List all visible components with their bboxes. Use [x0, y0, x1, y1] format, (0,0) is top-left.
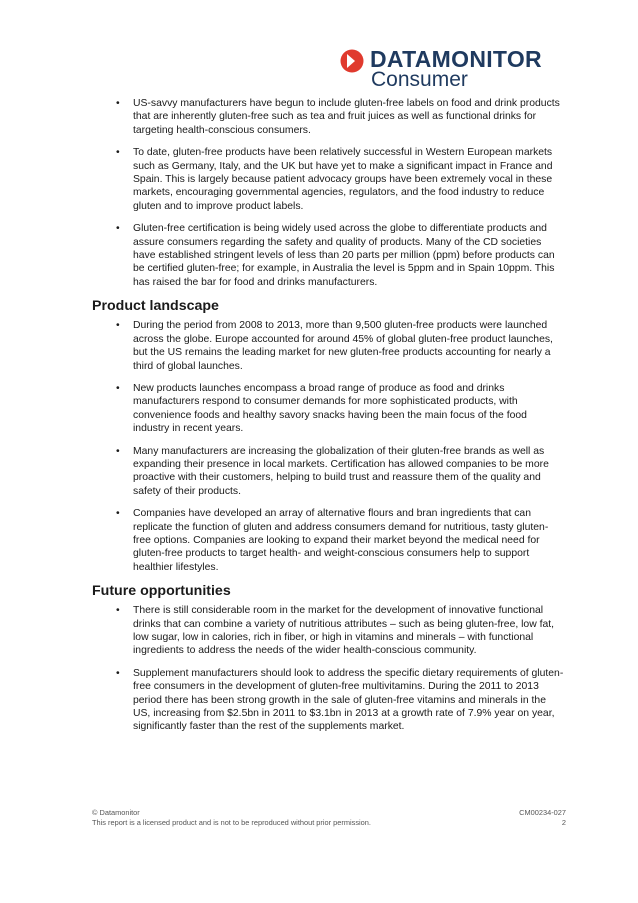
datamonitor-logo — [340, 44, 570, 96]
bullet-icon: • — [116, 445, 120, 457]
bullet-icon: • — [116, 320, 120, 332]
footer-page-number: 2 — [561, 818, 566, 827]
bullet-text: To date, gluten-free products have been relatively successful in Western European markets such as Germany, Italy, and the UK but have yet to make a significant impact in France and Spain. This is largely because patient advocacy groups have been extremely vocal in these markets, encouraging governmental agencies, regulators, and the food industry to reduce gluten and to improve product labels. — [133, 147, 553, 212]
future-opportunities-bullet-list — [96, 604, 564, 734]
page-footer — [92, 808, 566, 828]
list-item — [96, 319, 564, 373]
list-item — [96, 146, 564, 213]
bullet-icon: • — [116, 382, 120, 394]
section-title-future-opportunities: Future opportunities — [92, 583, 231, 600]
bullet-icon: • — [116, 147, 120, 159]
datamonitor-logo-icon — [340, 49, 364, 73]
bullet-text: US-savvy manufacturers have begun to include gluten-free labels on food and drink products that are inherently gluten-free such as tea and fruit juices as well as functional drinks for targeting health-conscious consumers. — [133, 98, 560, 136]
footer-doc-id: CM00234-027 — [519, 808, 566, 817]
bullet-icon: • — [116, 667, 120, 679]
bullet-icon: • — [116, 508, 120, 520]
list-item — [96, 445, 564, 499]
bullet-text: Gluten-free certification is being widely used across the globe to differentiate products and assure consumers regarding the safety and quality of products. Many of the CD societies have established stringent levels of less than 20 parts per million (ppm) before products can be certified gluten-free; for example, in Australia the level is 5ppm and in Spain 10ppm. This has raised the bar for food and drinks manufacturers. — [133, 223, 555, 288]
bullet-text: During the period from 2008 to 2013, more than 9,500 gluten-free products were launched across the globe. Europe accounted for around 45% of global gluten-free product launches, but the US remains the leading market for new gluten-free products accounting for nearly a third of global launches. — [133, 320, 553, 372]
bullet-text: New products launches encompass a broad range of produce as food and drinks manufacturers respond to consumer demands for more sophisticated products, with convenience foods and healthy savory snacks having been the main focus of the food industry in recent years. — [133, 382, 527, 435]
bullet-text: Many manufacturers are increasing the globalization of their gluten-free brands as well as expanding their presence in local markets. Certification has allowed companies to be more proactive with their customers, helping to build trust and reassure them of the quality and safety of their products. — [133, 445, 549, 497]
bullet-icon: • — [116, 98, 120, 109]
bullet-text: Supplement manufacturers should look to address the specific dietary requirements of gluten-free consumers in the development of gluten-free multivitamins. During the 2011 to 2013 period there has been strong growth in the sale of gluten-free vitamins and minerals in the US, increasing from $2.5bn in 2011 to $3.1bn in 2013 at a growth rate of 7.9% year on year, significantly faster than the rest of the supplements market. — [133, 667, 564, 733]
bullet-text: There is still considerable room in the market for the development of innovative functional drinks that can combine a variety of nutritious attributes – such as being gluten-free, low fat, low sugar, low in calories, rich in fiber, or high in vitamins and minerals – with functional ingredients to address the needs of the wider health-conscious community. — [133, 605, 555, 657]
bullet-icon: • — [116, 223, 120, 235]
list-item — [96, 382, 564, 436]
logo-brand-text: DATAMONITOR — [370, 46, 542, 72]
bullet-icon: • — [116, 605, 120, 617]
product-landscape-bullet-list — [96, 319, 564, 574]
list-item — [96, 507, 564, 574]
section-title-product-landscape: Product landscape — [92, 298, 219, 315]
list-item — [96, 667, 564, 734]
footer-notice: This report is a licensed product and is not to be reproduced without prior permission. — [92, 818, 371, 827]
intro-bullet-list — [96, 97, 564, 289]
list-item — [96, 604, 564, 658]
list-item — [96, 97, 564, 137]
footer-row-top — [92, 808, 566, 818]
document-body — [92, 97, 564, 743]
list-item — [96, 222, 564, 289]
footer-copyright: © Datamonitor — [92, 808, 140, 817]
footer-row-bottom — [92, 818, 566, 828]
bullet-text: Companies have developed an array of alternative flours and bran ingredients that can replicate the function of gluten and address consumers demand for nutritious, tasty gluten-free options. Companies are looking to expand their market beyond the medical need for gluten-free products to target health- and weight-conscious consumers help to support healthier lifestyles. — [133, 508, 549, 573]
logo-sub-text: Consumer — [371, 68, 468, 91]
